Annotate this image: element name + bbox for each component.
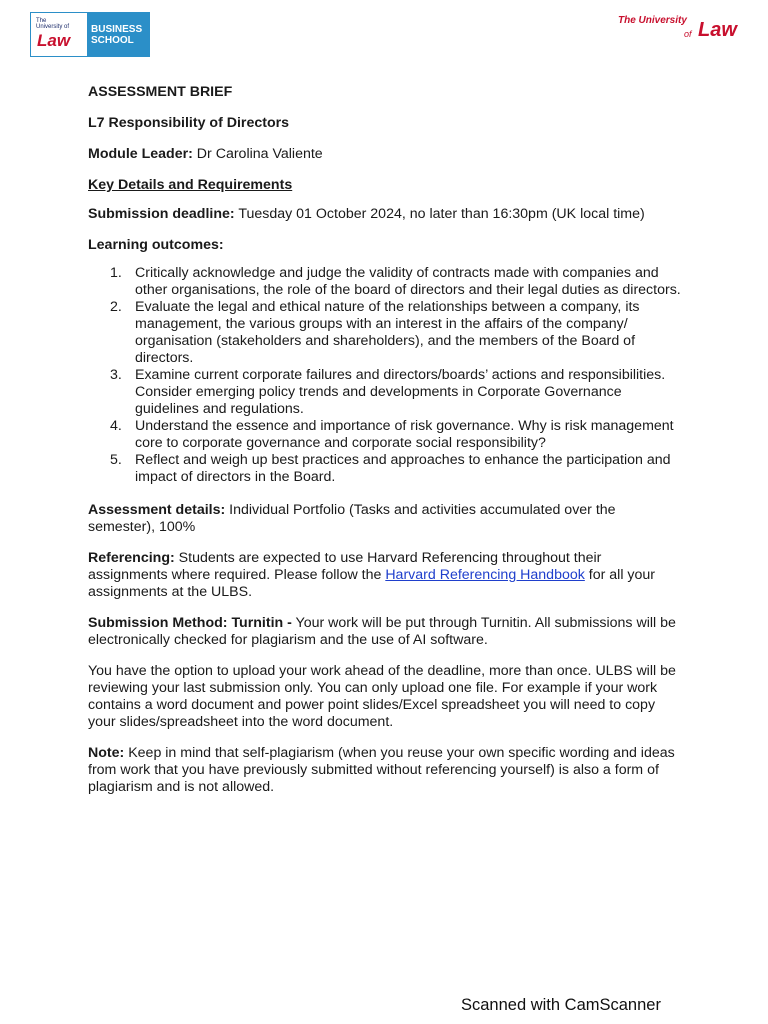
- learning-outcome-item: 3. Examine current corporate failures and directors/boards’ actions and responsibilities. Consider emerging policy trends and developments in Corporate Governance guidelines and regulations.: [110, 367, 666, 417]
- document-title: ASSESSMENT BRIEF: [88, 84, 233, 100]
- logo-right-of: of: [684, 29, 692, 39]
- learning-outcome-item: 5. Reflect and weigh up best practices and approaches to enhance the participation and impact of directors in the Board.: [110, 452, 671, 485]
- logo-small-text: The University of: [36, 18, 70, 30]
- logo-right-law: Law: [698, 19, 737, 41]
- note-value: Keep in mind that self-plagiarism (when you reuse your own specific wording and ideas from work that you have previously submitted without referencing yourself) is also a form of plagiarism and is not allowed.: [88, 745, 675, 795]
- logo-law-text: Law: [37, 31, 71, 50]
- learning-outcome-item: 1. Critically acknowledge and judge the validity of contracts made with companies and other organisations, the role of the board of directors and their legal duties as directors.: [110, 265, 681, 298]
- referencing-paragraph: Referencing: Students are expected to use Harvard Referencing throughout their assignments where required. Please follow the Harvard Referencing Handbook for all your assignments at the ULBS.: [88, 550, 656, 600]
- assessment-details-value: Individual Portfolio (Tasks and activities accumulated over the semester), 100%: [88, 502, 616, 535]
- assessment-details: [88, 502, 684, 536]
- submission-method-label: Submission Method: Turnitin -: [88, 615, 292, 631]
- learning-outcomes-heading: Learning outcomes:: [88, 237, 224, 253]
- note-label: Note:: [88, 745, 125, 761]
- key-details-heading: Key Details and Requirements: [88, 177, 293, 193]
- learning-outcomes-list: [88, 265, 684, 486]
- note-paragraph: [88, 745, 684, 796]
- submission-deadline: [88, 206, 684, 223]
- assessment-brief-document: [88, 84, 684, 796]
- camscanner-watermark: Scanned with CamScanner: [461, 996, 661, 1014]
- submission-method-value: Your work will be put through Turnitin. All submissions will be electronically checked for plagiarism and the use of AI software.: [88, 615, 676, 648]
- referencing-label: Referencing:: [88, 550, 175, 566]
- learning-outcome-item: 2. Evaluate the legal and ethical nature of the relationships between a company, its management, the various groups with an interest in the affairs of the company/ organisation (stakeholders and shareholders), and the members of the Board of directors.: [110, 299, 640, 366]
- logo-university-panel: [31, 13, 87, 56]
- module-leader-label: Module Leader:: [88, 146, 193, 162]
- logo-business-school-panel: BUSINESS SCHOOL: [87, 13, 149, 56]
- upload-paragraph: You have the option to upload your work ahead of the deadline, more than once. ULBS will be reviewing your last submission only. You can only upload one file. For example if your work contains a word document and power point slides/Excel spreadsheet you will need to copy your slides/spreadsheet into the word document.: [88, 663, 676, 730]
- university-of-law-logo: [614, 12, 746, 48]
- module-leader-value: Dr Carolina Valiente: [192, 146, 323, 162]
- assessment-details-label: Assessment details:: [88, 502, 226, 518]
- submission-method: [88, 615, 684, 649]
- harvard-referencing-handbook-link[interactable]: Harvard Referencing Handbook: [385, 567, 585, 583]
- logo-right-the-university: The University: [618, 15, 687, 26]
- ulaw-business-school-logo: [30, 12, 150, 57]
- learning-outcome-item: 4. Understand the essence and importance of risk governance. Why is risk management core to corporate governance and corporate social responsibility?: [110, 418, 674, 451]
- submission-deadline-label: Submission deadline:: [88, 206, 235, 222]
- module-leader: [88, 146, 684, 163]
- submission-deadline-value: Tuesday 01 October 2024, no later than 16:30pm (UK local time): [234, 206, 645, 222]
- module-title: L7 Responsibility of Directors: [88, 115, 290, 131]
